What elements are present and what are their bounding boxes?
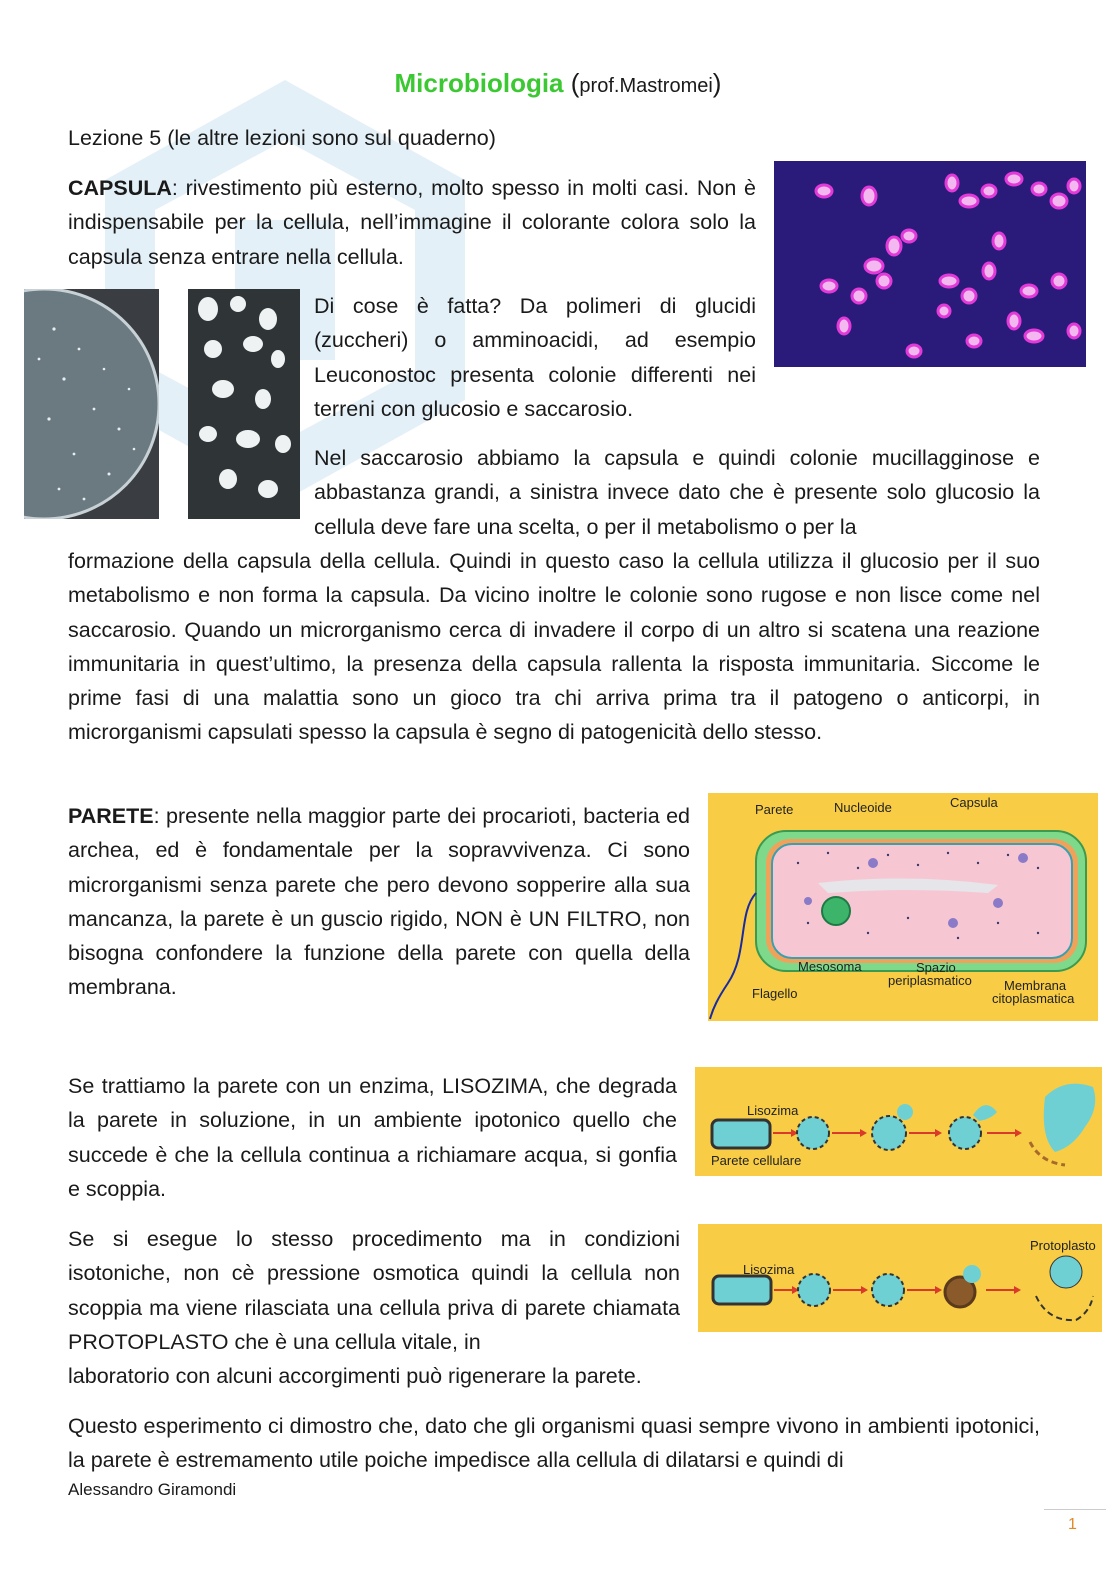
label-membrana: Membrana bbox=[1004, 978, 1067, 993]
label-spazio: Spazio bbox=[916, 960, 956, 975]
capsula-paragraph bbox=[68, 171, 756, 274]
title-paren-close: ) bbox=[712, 68, 722, 98]
title-professor: prof.Mastromei bbox=[579, 75, 713, 97]
capsula-text-1: : rivestimento più esterno, molto spesso in molti casi. Non è indispensabile per la cellula, nell’immagine il colorante colora solo la capsula senza entrare nella cellula. bbox=[68, 176, 756, 269]
lysis-label-lisozima: Lisozima bbox=[747, 1103, 799, 1118]
label-citoplasmatica: citoplasmatica bbox=[992, 991, 1075, 1006]
lysis-label-parete: Parete cellulare bbox=[711, 1153, 802, 1168]
footer-author: Alessandro Giramondi bbox=[68, 1480, 237, 1499]
isotonic-paragraph: Se si esegue lo stesso procedimento ma in condizioni isotoniche, non cè pressione osmotica quindi la cellula non scoppia ma viene rilasciata una cellula priva di parete chiamata PROTOPLASTO che è una cellula vitale, in bbox=[68, 1227, 680, 1354]
capsula-paragraph-3: Nel saccarosio abbiamo la capsula e quindi colonie mucillagginose e abbastanza grandi, a sinistra invece dato che è presente solo glucosio la cellula deve fare una scelta, o per il metabolismo o per la bbox=[314, 446, 1040, 539]
final-paragraph: Questo esperimento ci dimostro che, dato che gli organismi quasi sempre vivono in ambienti ipotonici, la parete è estremamento utile poiche impedisce alla cellula di dilatarsi e quindi di bbox=[68, 1414, 1040, 1473]
parete-paragraph bbox=[68, 799, 690, 1005]
page-number: 1 bbox=[1068, 1516, 1077, 1533]
capsula-heading: CAPSULA bbox=[68, 176, 172, 200]
capsule-stain-micrograph bbox=[774, 161, 1086, 367]
page-number-rule bbox=[1044, 1509, 1106, 1510]
lisozima-paragraph: Se trattiamo la parete con un enzima, LISOZIMA, che degrada la parete in soluzione, in un ambiente ipotonico quello che succede è che la cellula continua a richiamare acqua, si gonfia e scoppia. bbox=[68, 1074, 677, 1201]
label-parete: Parete bbox=[755, 802, 794, 817]
protoplast-label-lisozima: Lisozima bbox=[743, 1262, 795, 1277]
glucose-colonies-photo bbox=[24, 289, 159, 519]
protoplast-diagram bbox=[698, 1224, 1102, 1332]
isotonic-paragraph-end: laboratorio con alcuni accorgimenti può rigenerare la parete. bbox=[68, 1364, 642, 1388]
lysis-diagram bbox=[695, 1067, 1102, 1176]
parete-text: : presente nella maggior parte dei procarioti, bacteria ed archea, ed è fondamentale per la sopravvivenza. Ci sono microrganismi senza parete che pero devono sopperire alla sua mancanza, la parete è un guscio rigido, NON è UN FILTRO, non bisogna confondere la funzione della parete con quella della membrana. bbox=[68, 804, 690, 1000]
title-subject: Microbiologia bbox=[394, 68, 564, 98]
page-title bbox=[0, 68, 1116, 99]
protoplast-label-protoplasto: Protoplasto bbox=[1030, 1238, 1096, 1253]
title-paren-open: ( bbox=[570, 68, 580, 98]
capsula-paragraph-2: Di cose è fatta? Da polimeri di glucidi (zuccheri) o amminoacidi, ad esempio Leuconostoc presenta colonie differenti nei terreni con glucosio e saccarosio. bbox=[314, 294, 756, 421]
bacterial-cell-diagram bbox=[708, 793, 1098, 1021]
label-capsula: Capsula bbox=[950, 795, 998, 810]
sucrose-colonies-photo bbox=[188, 289, 300, 519]
lesson-line: Lezione 5 (le altre lezioni sono sul quaderno) bbox=[68, 126, 496, 150]
label-nucleoide: Nucleoide bbox=[834, 800, 892, 815]
label-flagello: Flagello bbox=[752, 986, 798, 1001]
capsula-paragraph-4: formazione della capsula della cellula. Quindi in questo caso la cellula utilizza il glucosio per il suo metabolismo e non forma la capsula. Da vicino inoltre le colonie sono rugose e non lisce come nel saccarosio. Quando un microrganismo cerca di invadere il corpo di un altro si scatena una reazione immunitaria in quest’ultimo, la presenza della capsula rallenta la risposta immunitaria. Siccome le prime fasi di una malattia sono un gioco tra chi arriva prima tra il patogeno o anticorpi, in microrganismi capsulati spesso la capsula è segno di patogenicità dello stesso. bbox=[68, 549, 1040, 745]
label-mesosoma: Mesosoma bbox=[798, 959, 862, 974]
label-periplasmatico: periplasmatico bbox=[888, 973, 972, 988]
parete-heading: PARETE bbox=[68, 804, 154, 828]
